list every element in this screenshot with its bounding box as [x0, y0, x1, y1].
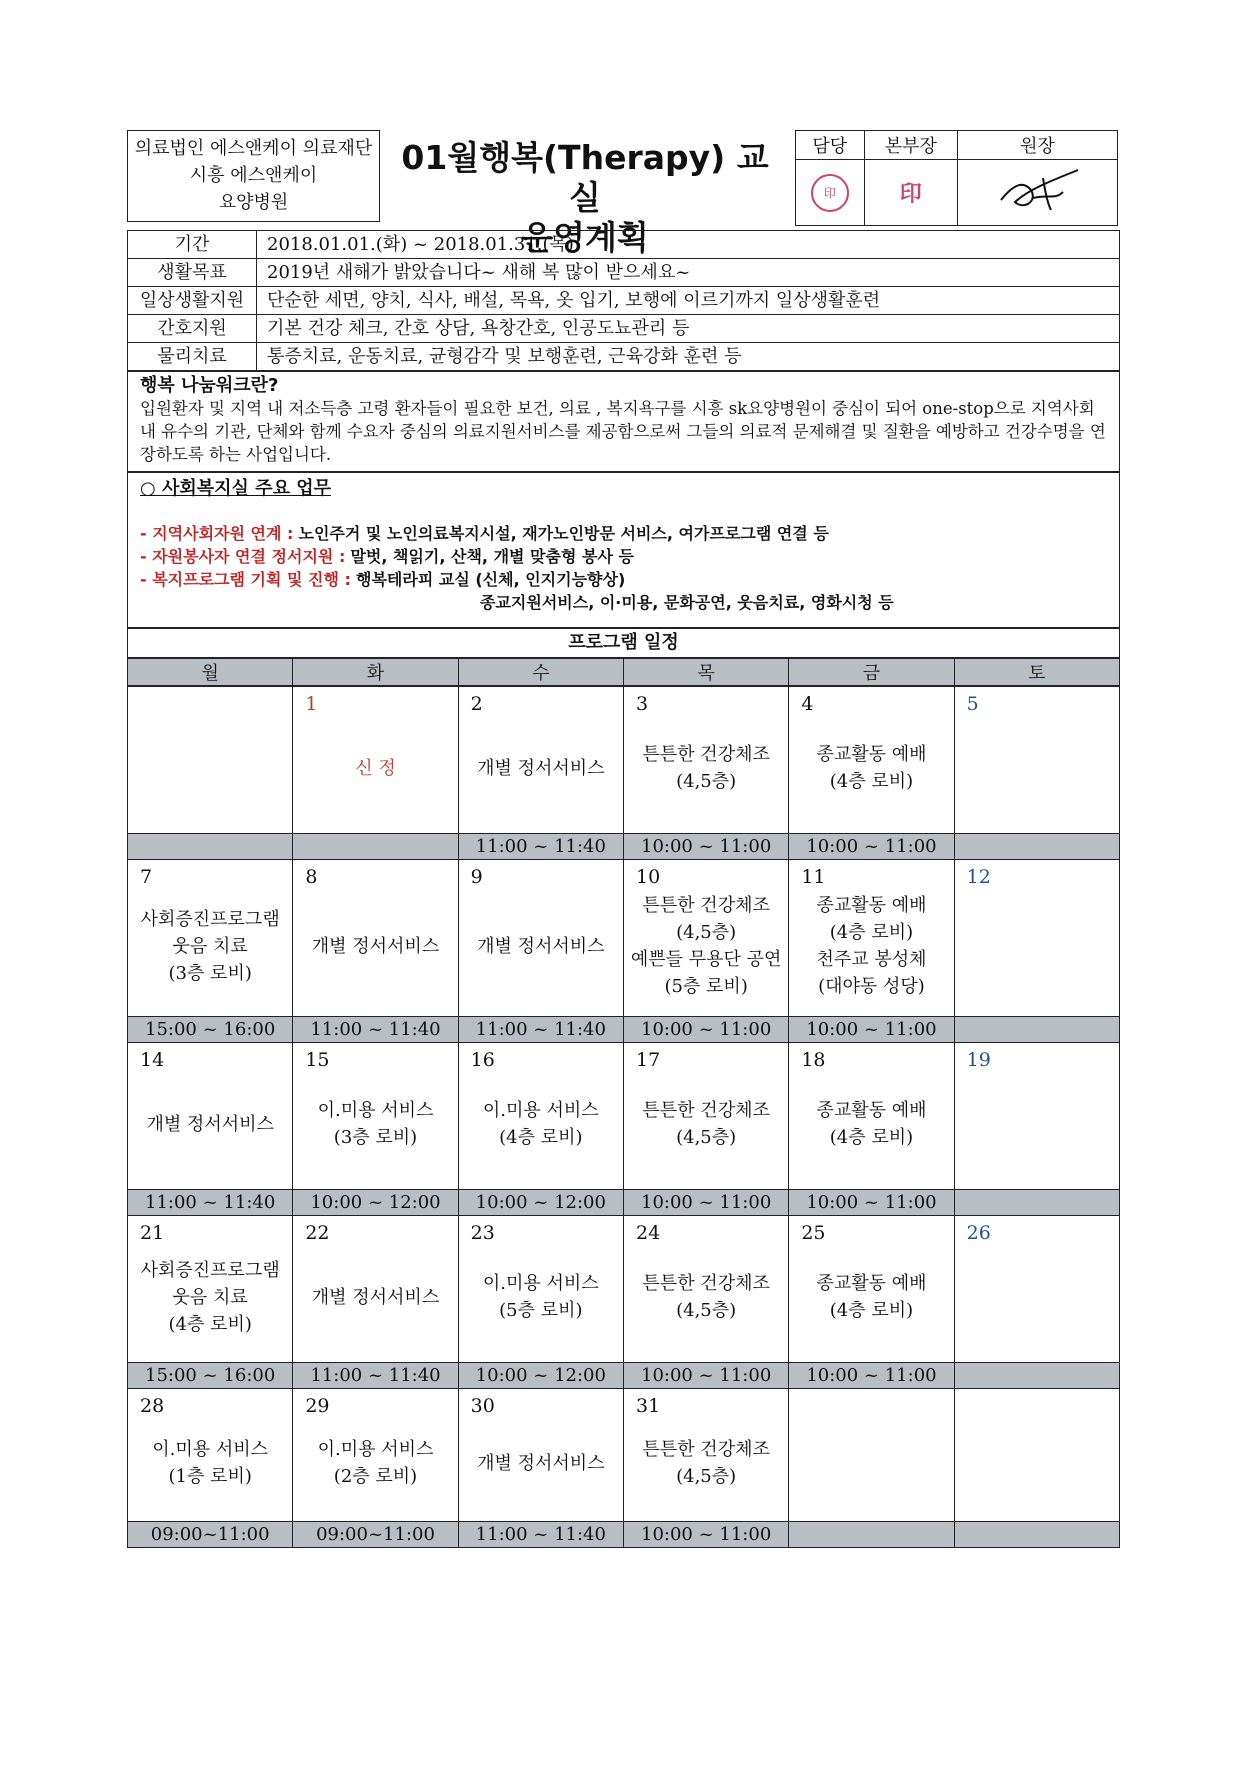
approval-label-staff: 담당 [796, 131, 865, 160]
activity-line: 사회증진프로그램 [140, 909, 280, 930]
activity-line: (4,5층) [676, 1127, 737, 1148]
day-number: 24 [635, 1222, 661, 1244]
time-slot: 10:00 ~ 12:00 [458, 1363, 623, 1389]
activity-line: (2층 로비) [333, 1466, 418, 1487]
program-calendar [127, 658, 1120, 1548]
activity-line: (4층 로비) [829, 922, 914, 943]
org-line-3: 요양병원 [218, 192, 289, 213]
activity-line: (4,5층) [676, 771, 737, 792]
time-slot: 10:00 ~ 12:00 [458, 1190, 623, 1216]
time-slot: 11:00 ~ 11:40 [293, 1363, 458, 1389]
day-number: 9 [470, 866, 483, 888]
task-item [140, 522, 1107, 545]
weekday-label: 수 [458, 659, 623, 686]
activity-line: 튼튼한 건강체조 [642, 1100, 770, 1121]
activity-text [459, 755, 623, 782]
activity-text [624, 1436, 788, 1490]
calendar-day-cell [293, 1216, 458, 1363]
time-slot: 09:00~11:00 [293, 1522, 458, 1548]
task-text: 노인주거 및 노인의료복지시설, 재가노인방문 서비스, 여가프로그램 연결 등 [298, 524, 829, 543]
info-row [128, 259, 1120, 287]
day-number: 29 [305, 1395, 330, 1417]
activity-line: (1층 로비) [168, 1466, 252, 1487]
calendar-day-cell [623, 687, 788, 834]
task-continuation: 종교지원서비스, 이·미용, 문화공연, 웃음치료, 영화시청 등 [480, 593, 894, 612]
activity-line: (4,5층) [676, 1466, 737, 1487]
time-slot: 15:00 ~ 16:00 [128, 1017, 293, 1043]
calendar-day-cell [954, 1216, 1119, 1363]
activity-text [128, 1436, 292, 1490]
calendar-day-cell [293, 687, 458, 834]
approval-box [795, 130, 1118, 222]
time-slot [789, 1522, 954, 1548]
info-value: 기본 건강 체크, 간호 상담, 욕창간호, 인공도뇨관리 등 [257, 315, 1120, 343]
activity-line: (4층 로비) [829, 1300, 914, 1321]
time-slot: 10:00 ~ 11:00 [623, 1017, 788, 1043]
weekday-label: 금 [789, 659, 954, 686]
time-slot [293, 834, 458, 860]
time-slot: 10:00 ~ 11:00 [789, 1017, 954, 1043]
calendar-day-cell [293, 1043, 458, 1190]
day-number: 19 [966, 1049, 991, 1071]
activity-line: 종교활동 예배 [816, 1100, 927, 1121]
info-value: 통증치료, 운동치료, 균형감각 및 보행훈련, 근육강화 훈련 등 [257, 343, 1120, 371]
calendar-day-cell [293, 860, 458, 1017]
day-number: 28 [140, 1395, 165, 1417]
calendar-time-row [128, 1017, 1120, 1043]
calendar-day-cell [458, 860, 623, 1017]
activity-line: (4층 로비) [829, 771, 914, 792]
time-slot: 10:00 ~ 12:00 [293, 1190, 458, 1216]
activity-line: (4층 로비) [499, 1127, 583, 1148]
activity-text [789, 892, 953, 1000]
activity-line: 웃음 치료 [172, 1287, 248, 1308]
info-row [128, 315, 1120, 343]
activity-line: 예쁜들 무용단 공연 [630, 949, 782, 970]
info-row [128, 343, 1120, 371]
info-value: 2019년 새해가 밝았습니다~ 새해 복 많이 받으세요~ [257, 259, 1120, 287]
activity-text [293, 933, 457, 960]
weekday-header [128, 659, 1120, 686]
activity-line: 개별 정서서비스 [477, 1453, 605, 1474]
activity-text [293, 755, 457, 782]
activity-text [293, 1097, 457, 1151]
calendar-time-row [128, 834, 1120, 860]
calendar-week-row [128, 1043, 1120, 1190]
task-label: - 복지프로그램 기획 및 진행 : [140, 570, 351, 589]
calendar-week-row [128, 1389, 1120, 1522]
calendar-time-row [128, 1190, 1120, 1216]
calendar-day-cell [293, 1389, 458, 1522]
activity-line: (4,5층) [676, 922, 737, 943]
time-slot [128, 834, 293, 860]
info-label: 일상생활지원 [128, 287, 257, 315]
task-label: - 지역사회자원 연계 : [140, 524, 294, 543]
time-slot [954, 1017, 1119, 1043]
time-slot: 10:00 ~ 11:00 [623, 1190, 788, 1216]
time-slot: 10:00 ~ 11:00 [623, 1522, 788, 1548]
day-number: 4 [801, 693, 814, 715]
task-item [140, 545, 1107, 568]
calendar-day-cell [458, 1043, 623, 1190]
time-slot: 10:00 ~ 11:00 [623, 834, 788, 860]
time-slot: 10:00 ~ 11:00 [789, 834, 954, 860]
time-slot: 11:00 ~ 11:40 [128, 1190, 293, 1216]
calendar-day-cell [128, 860, 293, 1017]
activity-line: 개별 정서서비스 [477, 936, 605, 957]
day-number: 26 [966, 1222, 991, 1244]
weekday-label: 월 [128, 659, 293, 686]
activity-line: 튼튼한 건강체조 [642, 744, 770, 765]
calendar-day-cell [128, 1043, 293, 1190]
schedule-title: 프로그램 일정 [127, 628, 1120, 658]
seal-icon: 印 [811, 174, 849, 212]
activity-text [459, 933, 623, 960]
day-number: 14 [140, 1049, 165, 1071]
activity-text [624, 1097, 788, 1151]
approval-label-director: 본부장 [864, 131, 957, 160]
director-seal [864, 160, 957, 226]
day-number: 18 [801, 1049, 826, 1071]
info-label: 기간 [128, 231, 257, 259]
day-number: 30 [470, 1395, 495, 1417]
activity-text [624, 1270, 788, 1324]
social-welfare-tasks [127, 472, 1120, 628]
info-row [128, 231, 1120, 259]
task-text: 행복테라피 교실 (신체, 인지기능향상) [356, 570, 626, 589]
day-number: 22 [305, 1222, 330, 1244]
staff-seal [796, 160, 865, 226]
activity-line: 웃음 치료 [172, 936, 248, 957]
task-item [140, 568, 1107, 591]
time-slot [954, 1190, 1119, 1216]
activity-text [128, 906, 292, 987]
activity-text [459, 1270, 623, 1324]
time-slot: 11:00 ~ 11:40 [458, 834, 623, 860]
activity-text [624, 892, 788, 1000]
time-slot [954, 1522, 1119, 1548]
day-number: 17 [635, 1049, 661, 1071]
organization-box [127, 130, 380, 222]
approval-label-head: 원장 [958, 131, 1118, 160]
day-number: 21 [140, 1222, 165, 1244]
activity-line: 사회증진프로그램 [140, 1260, 280, 1281]
info-label: 물리치료 [128, 343, 257, 371]
activity-line: 종교활동 예배 [816, 744, 927, 765]
activity-line: (3층 로비) [168, 963, 252, 984]
time-slot [954, 834, 1119, 860]
weekday-label: 화 [293, 659, 458, 686]
calendar-day-cell [623, 860, 788, 1017]
activity-text [293, 1284, 457, 1311]
weekday-label: 목 [623, 659, 788, 686]
calendar-day-cell [954, 860, 1119, 1017]
activity-line: (3층 로비) [333, 1127, 418, 1148]
activity-line: (5층 로비) [664, 976, 748, 997]
activity-line: 튼튼한 건강체조 [642, 1273, 770, 1294]
activity-text [293, 1436, 457, 1490]
title-line-1: 01월행복(Therapy) 교실 [401, 138, 769, 217]
calendar-time-row [128, 1363, 1120, 1389]
day-number: 2 [470, 693, 483, 715]
info-value: 2018.01.01.(화) ~ 2018.01.31.(목) [257, 231, 1120, 259]
calendar-day-cell [458, 1216, 623, 1363]
day-number: 5 [966, 693, 979, 715]
calendar-week-row [128, 687, 1120, 834]
program-description [127, 371, 1120, 472]
tasks-heading: ○ 사회복지실 주요 업무 [140, 478, 331, 499]
activity-line: 개별 정서서비스 [311, 1287, 440, 1308]
day-number: 25 [801, 1222, 826, 1244]
weekday-label: 토 [954, 659, 1119, 686]
title-line-2: 운영계획 [521, 218, 649, 257]
info-label: 간호지원 [128, 315, 257, 343]
time-slot: 10:00 ~ 11:00 [623, 1363, 788, 1389]
head-signature [958, 160, 1118, 226]
calendar-day-cell [789, 1389, 954, 1522]
activity-line: (5층 로비) [499, 1300, 583, 1321]
calendar-day-cell [128, 1216, 293, 1363]
calendar-day-cell [623, 1043, 788, 1190]
activity-line: 이.미용 서비스 [482, 1273, 599, 1294]
time-slot: 11:00 ~ 11:40 [293, 1017, 458, 1043]
day-number: 10 [635, 866, 661, 888]
calendar-day-cell [623, 1389, 788, 1522]
time-slot: 15:00 ~ 16:00 [128, 1363, 293, 1389]
day-number: 16 [470, 1049, 495, 1071]
calendar-day-cell [954, 1043, 1119, 1190]
day-number: 3 [635, 693, 649, 715]
calendar-time-row [128, 1522, 1120, 1548]
day-number: 31 [635, 1395, 661, 1417]
description-body: 입원환자 및 지역 내 저소득층 고령 환자들이 필요한 보건, 의료 , 복지욕구를 시흥 sk요양병원이 중심이 되어 one-stop으로 지역사회 내 유수의 기관, 단체와 함께 수요자 중심의 의료지원서비스를 제공함으로써 그들의 의료적 문제해결 및 질환을 예방하고 건강수명을 연장하도록 하는 사업입니다. [140, 399, 1106, 464]
activity-text [128, 1111, 292, 1138]
time-slot: 09:00~11:00 [128, 1522, 293, 1548]
activity-line: 종교활동 예배 [816, 1273, 927, 1294]
activity-text [789, 1097, 953, 1151]
activity-line: 종교활동 예배 [816, 895, 927, 916]
time-slot: 11:00 ~ 11:40 [458, 1017, 623, 1043]
info-table [127, 230, 1120, 371]
calendar-week-row [128, 860, 1120, 1017]
calendar-day-cell [458, 1389, 623, 1522]
activity-line: 이.미용 서비스 [317, 1439, 434, 1460]
calendar-day-cell [458, 687, 623, 834]
time-slot [954, 1363, 1119, 1389]
description-heading: 행복 나눔워크란? [140, 375, 279, 396]
seal-icon: 印 [899, 182, 922, 207]
activity-line: 개별 정서서비스 [146, 1114, 274, 1135]
time-slot: 11:00 ~ 11:40 [458, 1522, 623, 1548]
activity-text [128, 1257, 292, 1338]
info-value: 단순한 세면, 양치, 식사, 배설, 목욕, 옷 입기, 보행에 이르기까지 일상생활훈련 [257, 287, 1120, 315]
activity-line: 개별 정서서비스 [477, 758, 605, 779]
activity-text [459, 1450, 623, 1477]
activity-text [789, 1270, 953, 1324]
activity-line: (4층 로비) [168, 1314, 252, 1335]
day-number: 7 [140, 866, 153, 888]
info-row [128, 287, 1120, 315]
calendar-day-cell [128, 1389, 293, 1522]
calendar-day-cell [954, 1389, 1119, 1522]
calendar-day-cell [789, 687, 954, 834]
activity-line: 개별 정서서비스 [311, 936, 440, 957]
time-slot: 10:00 ~ 11:00 [789, 1190, 954, 1216]
activity-line: (4층 로비) [829, 1127, 914, 1148]
activity-line: 이.미용 서비스 [317, 1100, 434, 1121]
activity-text [789, 741, 953, 795]
day-number: 12 [966, 866, 991, 888]
day-number: 23 [470, 1222, 495, 1244]
org-line-2: 시흥 에스앤케이 [189, 165, 318, 186]
activity-text [624, 741, 788, 795]
activity-line: (4,5층) [676, 1300, 737, 1321]
activity-line: 튼튼한 건강체조 [642, 895, 770, 916]
day-number: 8 [305, 866, 318, 888]
activity-line: 이.미용 서비스 [482, 1100, 599, 1121]
signature-icon [993, 160, 1083, 220]
activity-text [459, 1097, 623, 1151]
activity-line: 튼튼한 건강체조 [642, 1439, 770, 1460]
task-text: 말벗, 책읽기, 산책, 개별 맞춤형 봉사 등 [350, 547, 634, 566]
day-number: 11 [801, 866, 826, 888]
activity-line: (대야동 성당) [818, 976, 925, 997]
day-number: 15 [305, 1049, 330, 1071]
time-slot: 10:00 ~ 11:00 [789, 1363, 954, 1389]
task-label: - 자원봉사자 연결 정서지원 : [140, 547, 346, 566]
calendar-day-cell [623, 1216, 788, 1363]
calendar-day-cell [128, 687, 293, 834]
calendar-day-cell [954, 687, 1119, 834]
info-label: 생활목표 [128, 259, 257, 287]
calendar-day-cell [789, 1043, 954, 1190]
org-line-1: 의료법인 에스앤케이 의료재단 [134, 138, 373, 159]
activity-line: 신 정 [355, 758, 396, 779]
calendar-week-row [128, 1216, 1120, 1363]
activity-line: 천주교 봉성체 [816, 949, 927, 970]
activity-line: 이.미용 서비스 [152, 1439, 269, 1460]
day-number: 1 [305, 693, 318, 715]
calendar-day-cell [789, 860, 954, 1017]
calendar-day-cell [789, 1216, 954, 1363]
